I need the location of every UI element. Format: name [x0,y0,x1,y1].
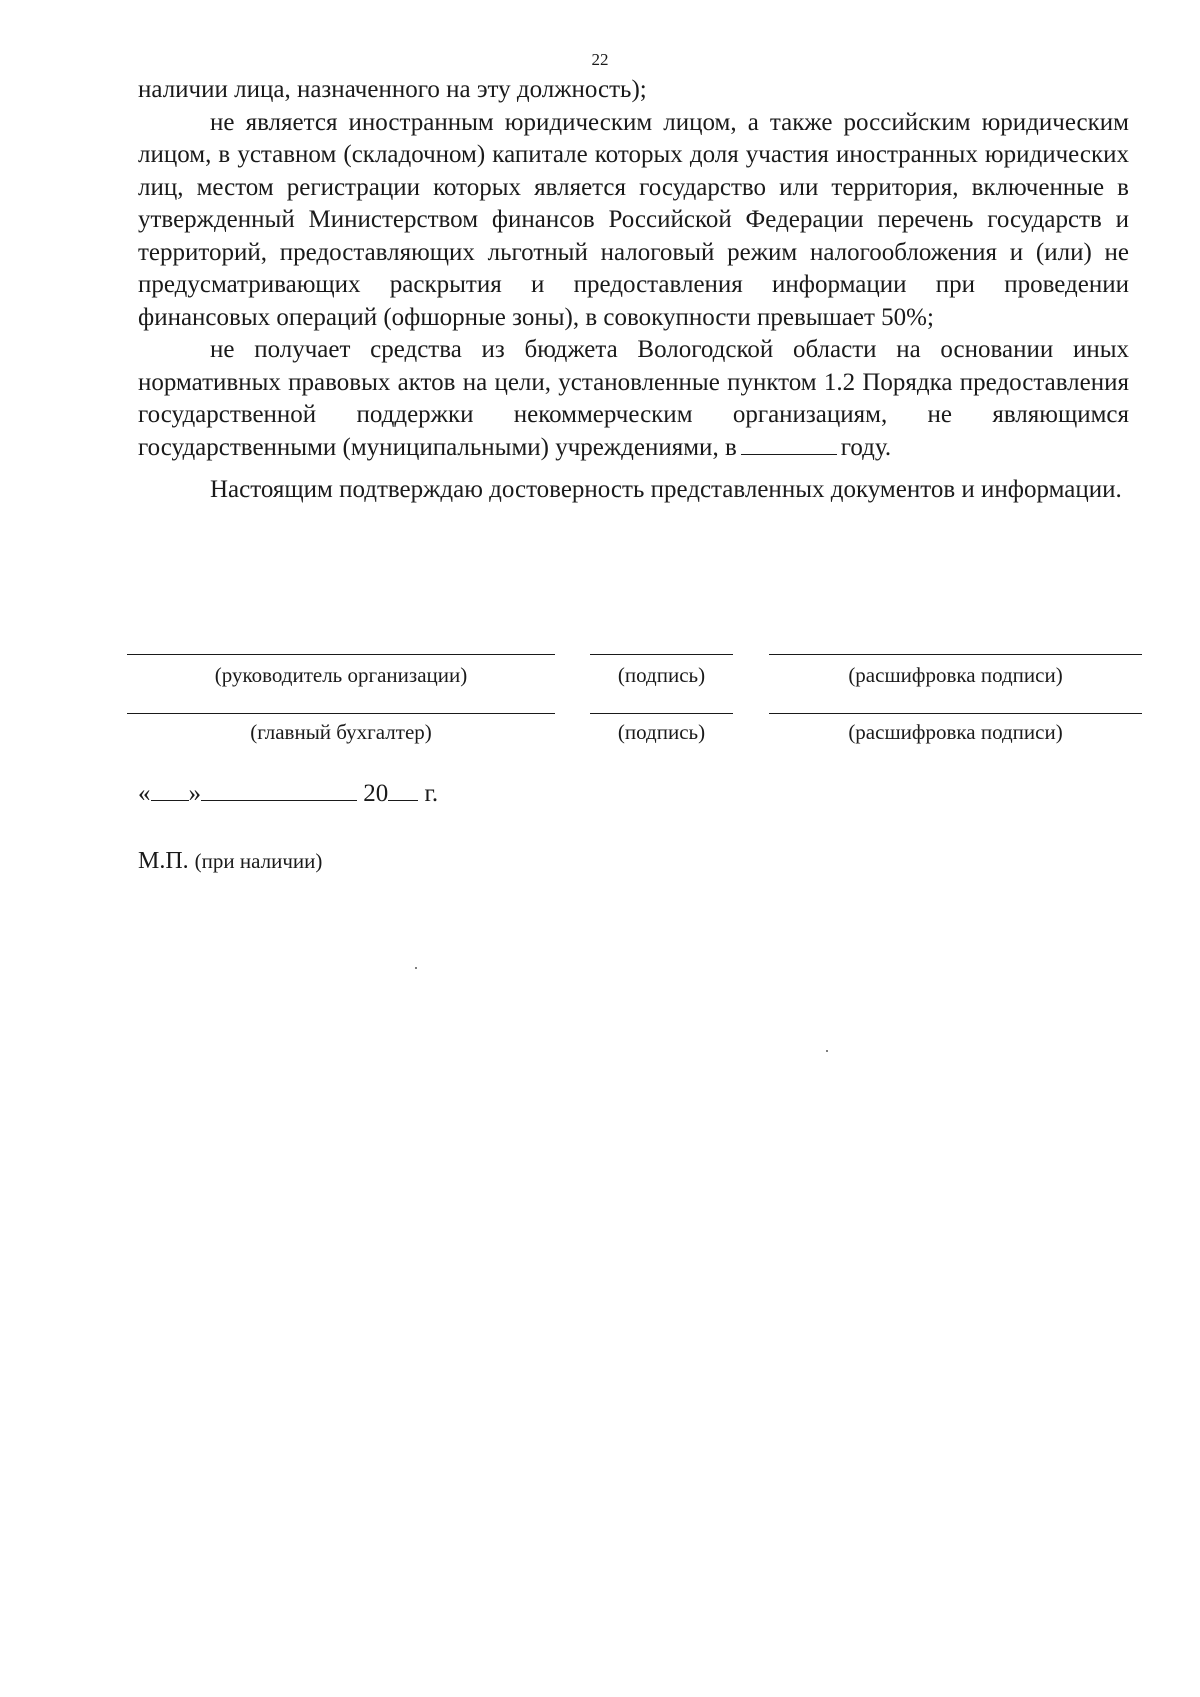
year-suffix-blank-field[interactable] [388,778,418,801]
paragraph-not-foreign-entity: не является иностранным юридическим лицом, а также российским юридическим лицом, в уставном (складочном) капитале которых доля участия иностранных юридических лиц, местом регистрации которых является государство или территория, включенные в утвержденный Министерством финансов Российской Федерации перечень государств и территорий, предоставляющих льготный налоговый режим налогообложения и (или) не предусматривающих раскрытия и предоставления информации при проведении финансовых операций (офшорные зоны), в совокупности превышает 50%; [138,108,1129,331]
scan-speck [415,967,417,969]
open-quote: « [138,780,151,807]
document-body [138,74,1129,507]
accountant-signature-sign-line[interactable] [590,713,733,714]
signature-caption: (подпись) [617,720,706,744]
page-number: 22 [591,50,609,69]
decoding-caption: (расшифровка подписи) [848,720,1063,744]
stamp-availability-note: (при наличии) [194,849,323,873]
paragraph-no-budget-funds-text: не получает средства из бюджета Вологодской области на основании иных нормативных правовых актов на цели, установленные пунктом 1.2 Порядка предоставления государственной поддержки некоммерческим организациям, не являющимся государственными (муниципальными) учреждениями, в [138,336,1129,461]
year-abbreviation: г. [424,780,439,807]
day-blank-field[interactable] [151,778,189,801]
paragraph-no-budget-funds-end: году. [840,433,892,461]
year-blank-field[interactable] [741,434,837,455]
head-signature-decoding-line[interactable] [769,654,1142,655]
accountant-signature-line[interactable] [127,713,555,714]
decoding-caption: (расшифровка подписи) [848,663,1063,687]
paragraph-continuation: наличии лица, назначенного на эту должность); [138,76,647,103]
stamp-label: М.П. [138,848,189,874]
paragraph-no-budget-funds [138,334,1129,464]
year-prefix: 20 [363,780,389,807]
stamp-note [138,848,322,875]
head-caption: (руководитель организации) [214,663,468,687]
scan-speck [826,1050,828,1052]
head-signature-sign-line[interactable] [590,654,733,655]
paragraph-confirmation: Настоящим подтверждаю достоверность представленных документов и информации. [210,476,1122,503]
accountant-caption: (главный бухгалтер) [250,720,432,744]
month-blank-field[interactable] [201,778,357,801]
date-line [138,778,438,808]
close-quote: » [188,780,201,807]
accountant-signature-decoding-line[interactable] [769,713,1142,714]
signature-caption: (подпись) [617,663,706,687]
head-signature-line[interactable] [127,654,555,655]
